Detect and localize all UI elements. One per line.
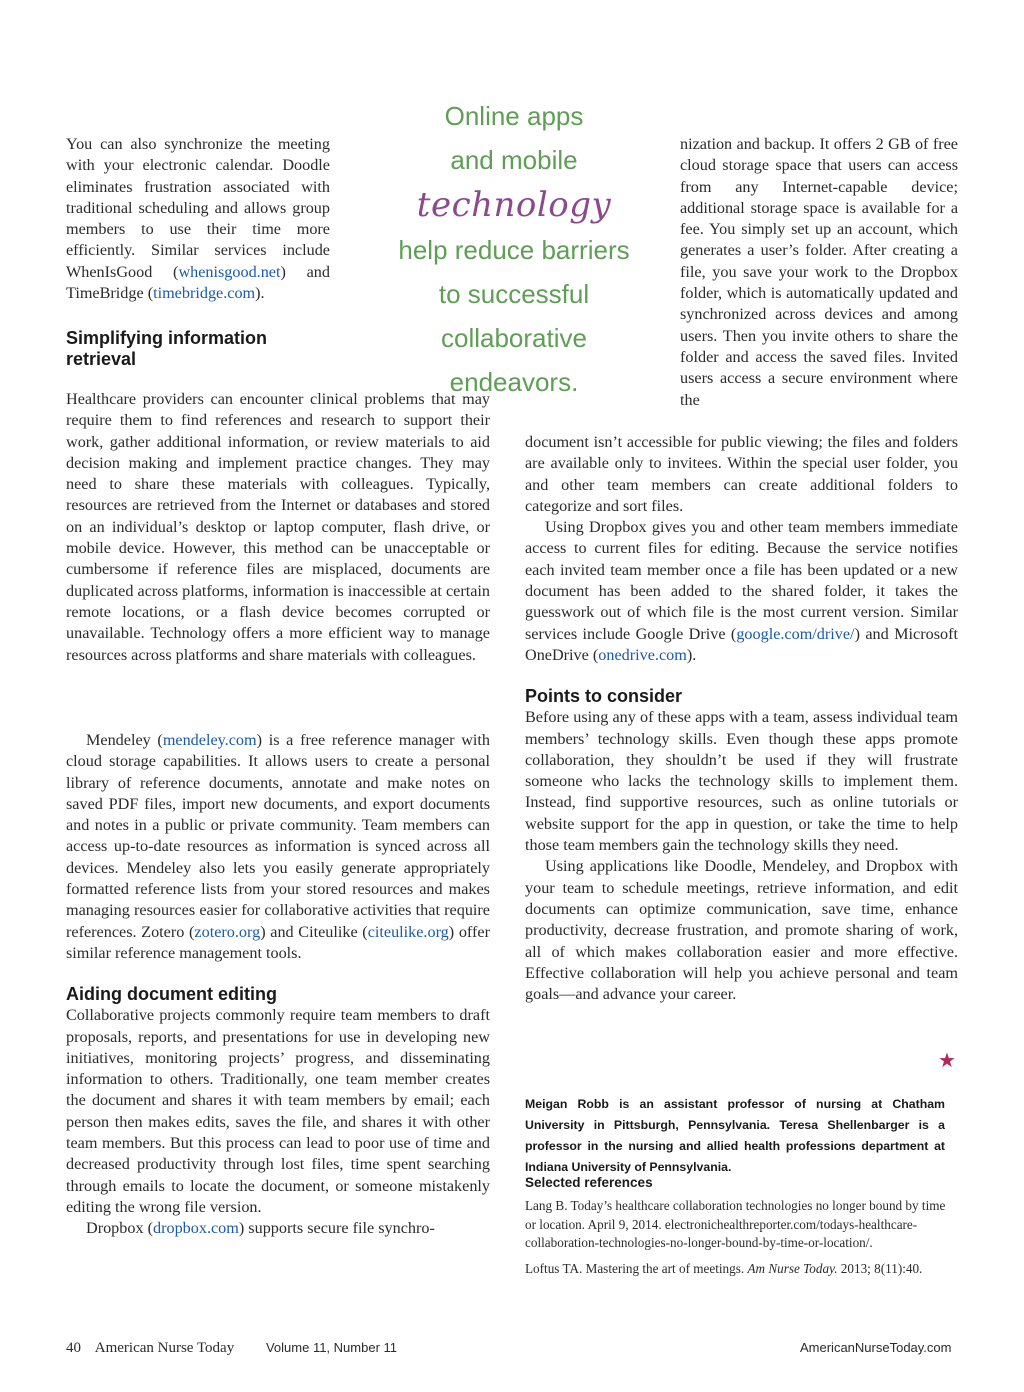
heading-document-editing: Aiding document editing: [66, 984, 277, 1005]
paragraph-conclusion: Using applications like Doodle, Mendeley, and Dropbox with your team to schedule meetings, retrieve information, and edit documents can optimize communication, save time, enhance productivity, decrease frustration, and promote sharing of work, all of which makes collaboration easier and more effective. Effective collaboration will help you achieve personal and team goals—and advance your career.: [525, 857, 958, 1004]
reference-item: Loftus TA. Mastering the art of meetings. Am Nurse Today. 2013; 8(11):40.: [525, 1261, 923, 1277]
paragraph-retrieval: Healthcare providers can encounter clinical problems that may require them to find references and research to support their work, gather additional information, or review materials to aid decision making and implement practice changes. They may need to share these materials with colleagues. Typically, resources are retrieved from the Internet or databases and stored on an individual’s desktop or laptop computer, flash drive, or mobile device. However, this method can be unacceptable or cumbersome if reference files are misplaced, documents are duplicated across platforms, information is inaccessible at certain remote locations, or a flash device becomes corrupted or unavailable. Technology offers a more efficient way to manage resources across platforms and share materials with colleagues.: [66, 390, 490, 664]
end-star-icon: ★: [938, 1050, 956, 1072]
link-google-drive[interactable]: google.com/drive/: [736, 624, 855, 643]
column-right-main: [525, 432, 958, 1005]
link-timebridge[interactable]: timebridge.com: [153, 284, 256, 303]
column-left-top: [66, 134, 330, 370]
pull-quote-line: help reduce barriers: [398, 235, 630, 265]
paragraph-dropbox-folders: document isn’t accessible for public viewing; the files and folders are available only to invitees. Within the special user folder, you and other team members can create additional folders to categorize and sort files.: [525, 433, 958, 515]
pull-quote-script-word: technology: [416, 185, 612, 225]
link-zotero[interactable]: zotero.org: [194, 922, 261, 941]
pull-quote-line: to successful: [438, 279, 590, 309]
link-whenisgood[interactable]: whenisgood.net: [178, 262, 281, 281]
paragraph-mendeley: Mendeley (mendeley.com) is a free reference manager with cloud storage capabilities. It allows users to create a personal library of reference documents, annotate and make notes on saved PDF files, import new documents, and export documents and notes in a public or private community. Team members can access up-to-date resources as information is synced across all devices. Mendeley also lets you easily generate appropriately formatted reference lists from your stored resources and makes managing resources easier for collaborative activities that require references. Zotero (zotero.org) and Citeulike (citeulike.org) offer similar reference management tools.: [66, 731, 490, 962]
pull-quote: [372, 94, 656, 404]
references: [525, 1172, 955, 1278]
column-right-top: [680, 134, 958, 411]
column-left-lower: [66, 730, 490, 1240]
column-left-main: [66, 389, 490, 666]
author-bio: [525, 1094, 945, 1178]
paragraph-dropbox-start: Dropbox (dropbox.com) supports secure file synchro-: [86, 1219, 435, 1238]
bio-text: Meigan Robb is an assistant professor of nursing at Chatham University in Pittsburgh, Pennsylvania. Teresa Shellenbarger is a professor in the nursing and allied health professions department at Indiana University of Pennsylvania.: [525, 1097, 945, 1174]
footer-left: [66, 1340, 397, 1357]
magazine-name: American Nurse Today: [94, 1340, 235, 1356]
pull-quote-line: and mobile: [450, 145, 578, 175]
pull-quote-line: endeavors.: [449, 367, 579, 397]
reference-item: Lang B. Today’s healthcare collaboration technologies no longer bound by time or location. April 9, 2014. electronichealthreporter.com/todays-healthcare-collaboration-technologies-no-longer-bound-by-time-or-location/.: [525, 1198, 946, 1250]
link-mendeley[interactable]: mendeley.com: [162, 731, 257, 749]
paragraph-using-dropbox: Using Dropbox gives you and other team members immediate access to current files for editing. Because the service notifies each invited team member once a file has been updated or a new document has been added to the shared folder, it takes the guesswork out of which file is the most current version. Similar services include Google Drive (google.com/drive/) and Microsoft OneDrive (onedrive.com).: [525, 518, 958, 664]
link-onedrive[interactable]: onedrive.com: [598, 645, 687, 664]
pull-quote-line: collaborative: [441, 323, 587, 353]
link-citeulike[interactable]: citeulike.org: [367, 922, 449, 941]
paragraph-dropbox-cont: nization and backup. It offers 2 GB of free cloud storage space that users can access from any Internet-capable device; additional storage space is available for a fee. You simply set up an account, which generates a user’s folder. After creating a file, you save your work to the Dropbox folder, which is automatically updated and synchronized across devices and among users. Then you invite others to share the folder and access the saved files. Invited users access a secure environment where the: [680, 135, 958, 409]
paragraph-doodle: You can also synchronize the meeting with your electronic calendar. Doodle eliminates frustration associated with traditional scheduling and allows group members to use their time more efficiently. Similar services include WhenIsGood (whenisgood.net) and TimeBridge (timebridge.com).: [66, 135, 330, 303]
heading-points-to-consider: Points to consider: [525, 686, 683, 707]
footer-website[interactable]: AmericanNurseToday.com: [800, 1340, 952, 1355]
issue-number: Volume 11, Number 11: [265, 1340, 398, 1355]
page-number: 40: [66, 1340, 81, 1356]
paragraph-editing: Collaborative projects commonly require team members to draft proposals, reports, and presentations for use in developing new initiatives, monitoring projects’ progress, and disseminating information to others. Traditionally, one team member creates the document and shares it with team members by email; each person then makes edits, saves the file, and shares it with other team members. But this process can lead to poor use of time and decreased productivity through lost files, time spent searching through emails to locate the document, or someone mistakenly editing the wrong file version.: [66, 1006, 490, 1216]
link-dropbox[interactable]: dropbox.com: [153, 1219, 239, 1238]
pull-quote-line: Online apps: [444, 101, 584, 131]
heading-information-retrieval: Simplifying information retrieval: [66, 328, 267, 370]
paragraph-points: Before using any of these apps with a team, assess individual team members’ technology skills. Even though these apps promote collaboration, they shouldn’t be used if they will frustrate someone who lacks the technology skills to implement them. Instead, find supportive resources, such as online tutorials or website support for the app in question, or take the time to help those team members gain the technology skills they need.: [525, 708, 958, 855]
references-heading: Selected references: [525, 1175, 653, 1190]
